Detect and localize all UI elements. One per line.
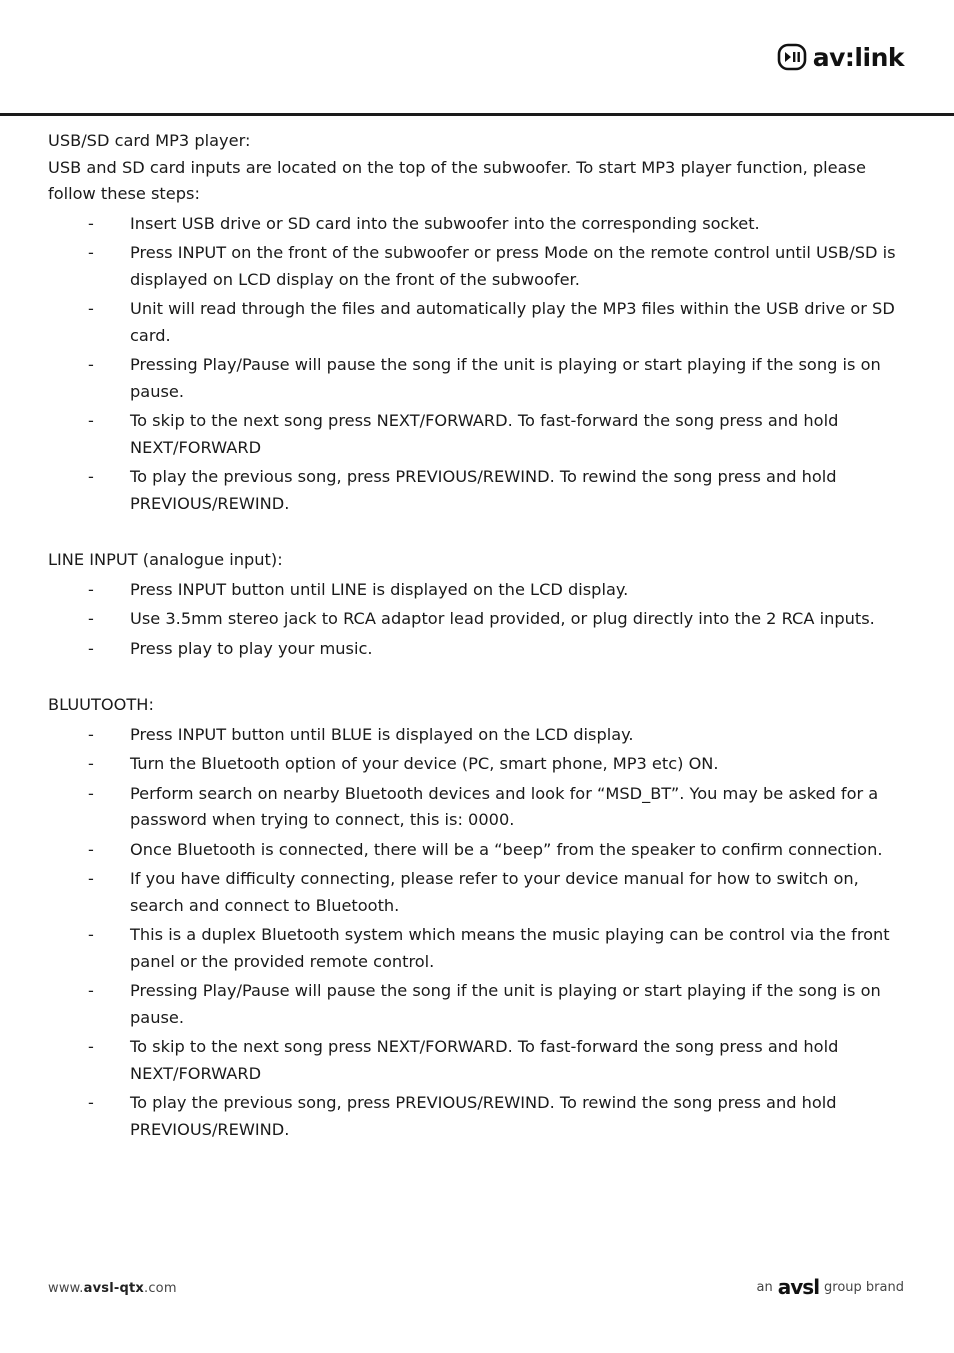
dash-bullet: - [88, 467, 94, 486]
list-item [48, 464, 908, 517]
list-item [48, 751, 908, 778]
page-header [0, 0, 954, 116]
document-body [48, 128, 908, 1143]
bluetooth-steps-list [48, 722, 908, 1144]
line-input-steps-list [48, 577, 908, 663]
list-item-text: Press INPUT on the front of the subwoofer or press Mode on the remote control until USB/SD is displayed on LCD display on the front of the subwoofer. [130, 243, 896, 289]
footer-website[interactable] [48, 1281, 177, 1296]
list-item [48, 866, 908, 919]
list-item [48, 606, 908, 633]
website-suffix: .com [143, 1281, 177, 1296]
list-item [48, 978, 908, 1031]
dash-bullet: - [88, 579, 94, 599]
brand-prefix: an [756, 1279, 773, 1295]
dash-bullet: - [88, 638, 94, 658]
list-item-text: To skip to the next song press NEXT/FORWARD. To fast-forward the song press and hold NEXT/FORWARD [130, 411, 839, 457]
dash-bullet: - [88, 1093, 94, 1112]
dash-bullet: - [88, 754, 94, 773]
list-item [48, 1034, 908, 1087]
list-item-text: Perform search on nearby Bluetooth devices and look for “MSD_BT”. You may be asked for a password when trying to connect, this is: 0000. [130, 783, 879, 829]
logo-wordmark: av:link [812, 42, 904, 72]
list-item-text: Pressing Play/Pause will pause the song if the unit is playing or start playing if the song is on pause. [130, 355, 881, 401]
list-item-text: Insert USB drive or SD card into the subwoofer into the corresponding socket. [130, 213, 760, 233]
dash-bullet: - [88, 243, 94, 262]
dash-bullet: - [88, 839, 94, 859]
list-item [48, 296, 908, 349]
list-item-text: Unit will read through the files and automatically play the MP3 files within the USB drive or SD card. [130, 299, 895, 345]
list-item-text: Turn the Bluetooth option of your device (PC, smart phone, MP3 etc) ON. [130, 754, 719, 773]
footer-brand [757, 1277, 904, 1297]
dash-bullet: - [88, 355, 94, 374]
list-item-text: If you have difficulty connecting, please refer to your device manual for how to switch on, search and connect to Bluetooth. [130, 869, 859, 915]
list-item-text: To play the previous song, press PREVIOUS/REWIND. To rewind the song press and hold PREVIOUS/REWIND. [130, 1093, 837, 1139]
dash-bullet: - [88, 299, 94, 318]
list-item-text: Once Bluetooth is connected, there will be a “beep” from the speaker to confirm connection. [130, 839, 883, 859]
header-divider [0, 113, 954, 116]
list-item [48, 577, 908, 604]
list-item-text: Use 3.5mm stereo jack to RCA adaptor lead provided, or plug directly into the 2 RCA inputs. [130, 609, 875, 628]
dash-bullet: - [88, 609, 94, 628]
list-item-text: To play the previous song, press PREVIOUS/REWIND. To rewind the song press and hold PREVIOUS/REWIND. [130, 467, 837, 513]
section-title-line-input: LINE INPUT (analogue input): [48, 550, 283, 569]
dash-bullet: - [88, 213, 94, 233]
avsl-logo: avsl [777, 1275, 820, 1299]
dash-bullet: - [88, 925, 94, 944]
dash-bullet: - [88, 869, 94, 888]
dash-bullet: - [88, 411, 94, 430]
list-item [48, 240, 908, 293]
brand-suffix: group brand [824, 1279, 904, 1295]
list-item-text: Pressing Play/Pause will pause the song if the unit is playing or start playing if the song is on pause. [130, 981, 881, 1027]
dash-bullet: - [88, 981, 94, 1000]
list-item [48, 408, 908, 461]
list-item [48, 781, 908, 834]
list-item [48, 211, 908, 238]
list-item [48, 722, 908, 749]
list-item-text: To skip to the next song press NEXT/FORWARD. To fast-forward the song press and hold NEXT/FORWARD [130, 1037, 839, 1083]
list-item-text: This is a duplex Bluetooth system which means the music playing can be control via the front panel or the provided remote control. [130, 925, 890, 971]
avlink-logo [777, 40, 904, 74]
list-item-text: Press play to play your music. [130, 638, 373, 658]
website-domain: avsl-qtx [83, 1281, 144, 1296]
section-title-usb-sd: USB/SD card MP3 player: [48, 131, 251, 150]
list-item [48, 922, 908, 975]
list-item-text: Press INPUT button until BLUE is displayed on the LCD display. [130, 724, 634, 744]
usb-sd-steps-list [48, 211, 908, 518]
section-intro-usb-sd: USB and SD card inputs are located on the top of the subwoofer. To start MP3 player function, please follow these steps: [48, 157, 866, 203]
list-item-text: Press INPUT button until LINE is displayed on the LCD display. [130, 579, 629, 599]
dash-bullet: - [88, 1037, 94, 1056]
website-prefix: www. [48, 1281, 84, 1296]
section-spacer [48, 662, 908, 692]
dash-bullet: - [88, 724, 94, 744]
section-title-bluetooth: BLUUTOOTH: [48, 695, 154, 714]
play-pause-logo-icon [777, 43, 807, 71]
dash-bullet: - [88, 783, 94, 803]
list-item [48, 1090, 908, 1143]
list-item [48, 352, 908, 405]
list-item [48, 636, 908, 663]
list-item [48, 837, 908, 864]
section-spacer [48, 517, 908, 547]
